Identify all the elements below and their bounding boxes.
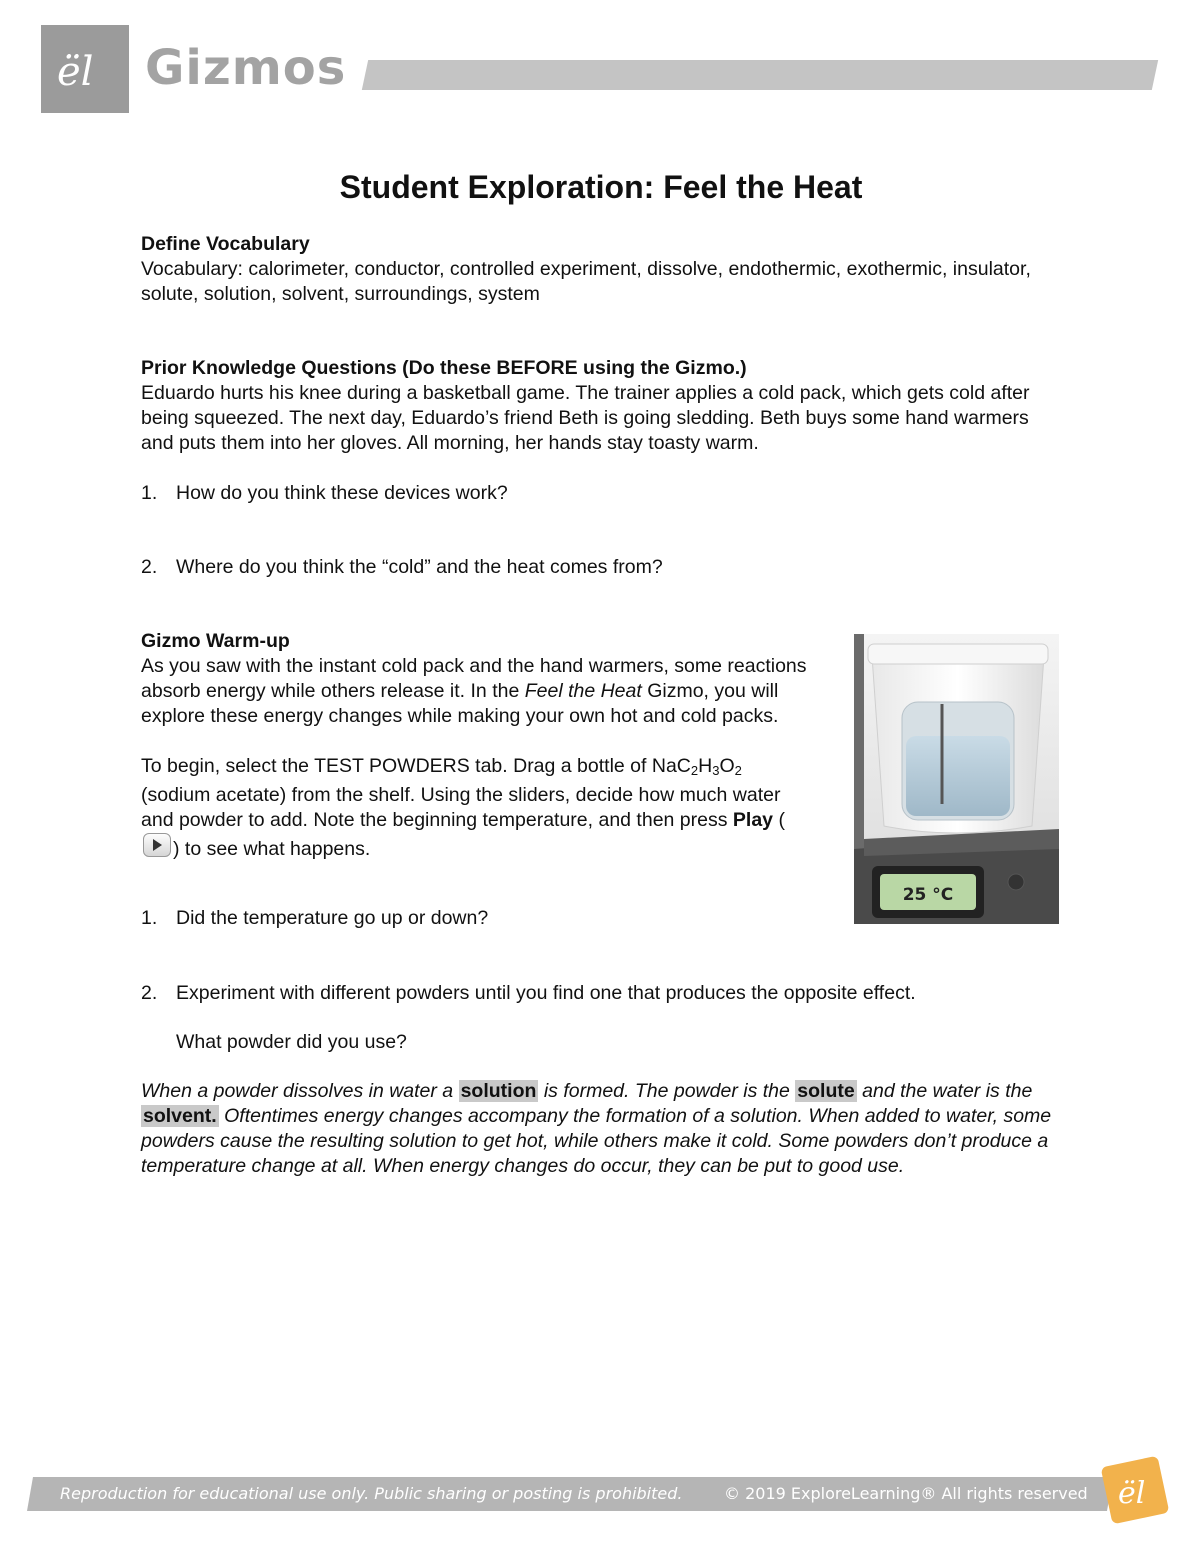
warmup-heading: Gizmo Warm-up	[141, 630, 290, 652]
prior-knowledge-heading-line	[141, 356, 1061, 381]
footer-disclaimer: Reproduction for educational use only. Public sharing or posting is prohibited.	[60, 1484, 683, 1503]
footer-copyright: © 2019 ExploreLearning® All rights reserved	[724, 1484, 1088, 1503]
calorimeter-image	[854, 634, 1059, 924]
vocabulary-list: Vocabulary: calorimeter, conductor, controlled experiment, dissolve, endothermic, exothermic, insulator, solute, solution, solvent, surroundings, system	[141, 258, 1031, 305]
term-solute: solute	[797, 1080, 855, 1102]
prior-knowledge-paragraph: Eduardo hurts his knee during a basketball game. The trainer applies a cold pack, which gets cold after being squeezed. The next day, Eduardo’s friend Beth is going sledding. Beth buys some hand warmers and puts them into her gloves. All morning, her hands stay toasty warm.	[141, 382, 1030, 454]
vocabulary-heading: Define Vocabulary	[141, 233, 310, 255]
svg-text:ël: ël	[1118, 1476, 1146, 1511]
explorelearning-logo	[41, 25, 129, 113]
footer-el-logo-icon	[1098, 1453, 1172, 1527]
svg-text:ël: ël	[57, 49, 94, 95]
prior-knowledge-heading: Prior Knowledge Questions	[141, 357, 397, 379]
prior-question-2: 2. Where do you think the “cold” and the heat comes from?	[141, 556, 663, 578]
warmup-section	[141, 629, 813, 862]
warmup-paragraph-1: As you saw with the instant cold pack and the hand warmers, some reactions absorb energy while others release it. In the Feel the Heat Gizmo, you will explore these energy changes while making your own hot and cold packs.	[141, 655, 807, 727]
prior-knowledge-note: (Do these BEFORE using the Gizmo.)	[402, 357, 747, 379]
term-solvent: solvent.	[143, 1105, 217, 1127]
prior-question-1: 1. How do you think these devices work?	[141, 482, 508, 504]
temperature-readout: 25 °C	[902, 885, 954, 905]
closing-paragraph: When a powder dissolves in water a solution is formed. The powder is the solute and the water is the solvent. Oftentimes energy changes accompany the formation of a solution. When added to water, some powders cause the resulting solution to get hot, while others make it cold. Some powders don’t produce a temperature change at all. When energy changes do occur, they can be put to good use.	[141, 1080, 1052, 1177]
play-icon	[143, 833, 171, 857]
prior-knowledge-section	[141, 356, 1061, 456]
page-title: Student Exploration: Feel the Heat	[339, 169, 863, 205]
warmup-followup: What powder did you use?	[176, 1031, 407, 1053]
warmup-question-2: 2. Experiment with different powders until you find one that produces the opposite effect.	[141, 982, 916, 1004]
term-solution: solution	[460, 1080, 537, 1102]
vocabulary-section	[141, 232, 1061, 307]
warmup-paragraph-2: To begin, select the TEST POWDERS tab. Drag a bottle of $NaC_2H_3O_2$ (sodium acetate) from the shelf. Using the sliders, decide how much water and powder to add. Note the beginning temperature, and then press Play () to see what happens.	[141, 755, 785, 860]
warmup-question-1: 1. Did the temperature go up or down?	[141, 907, 489, 929]
brand-name: Gizmos	[145, 40, 347, 96]
header-bar	[362, 60, 1158, 90]
el-logo-icon	[53, 41, 117, 97]
